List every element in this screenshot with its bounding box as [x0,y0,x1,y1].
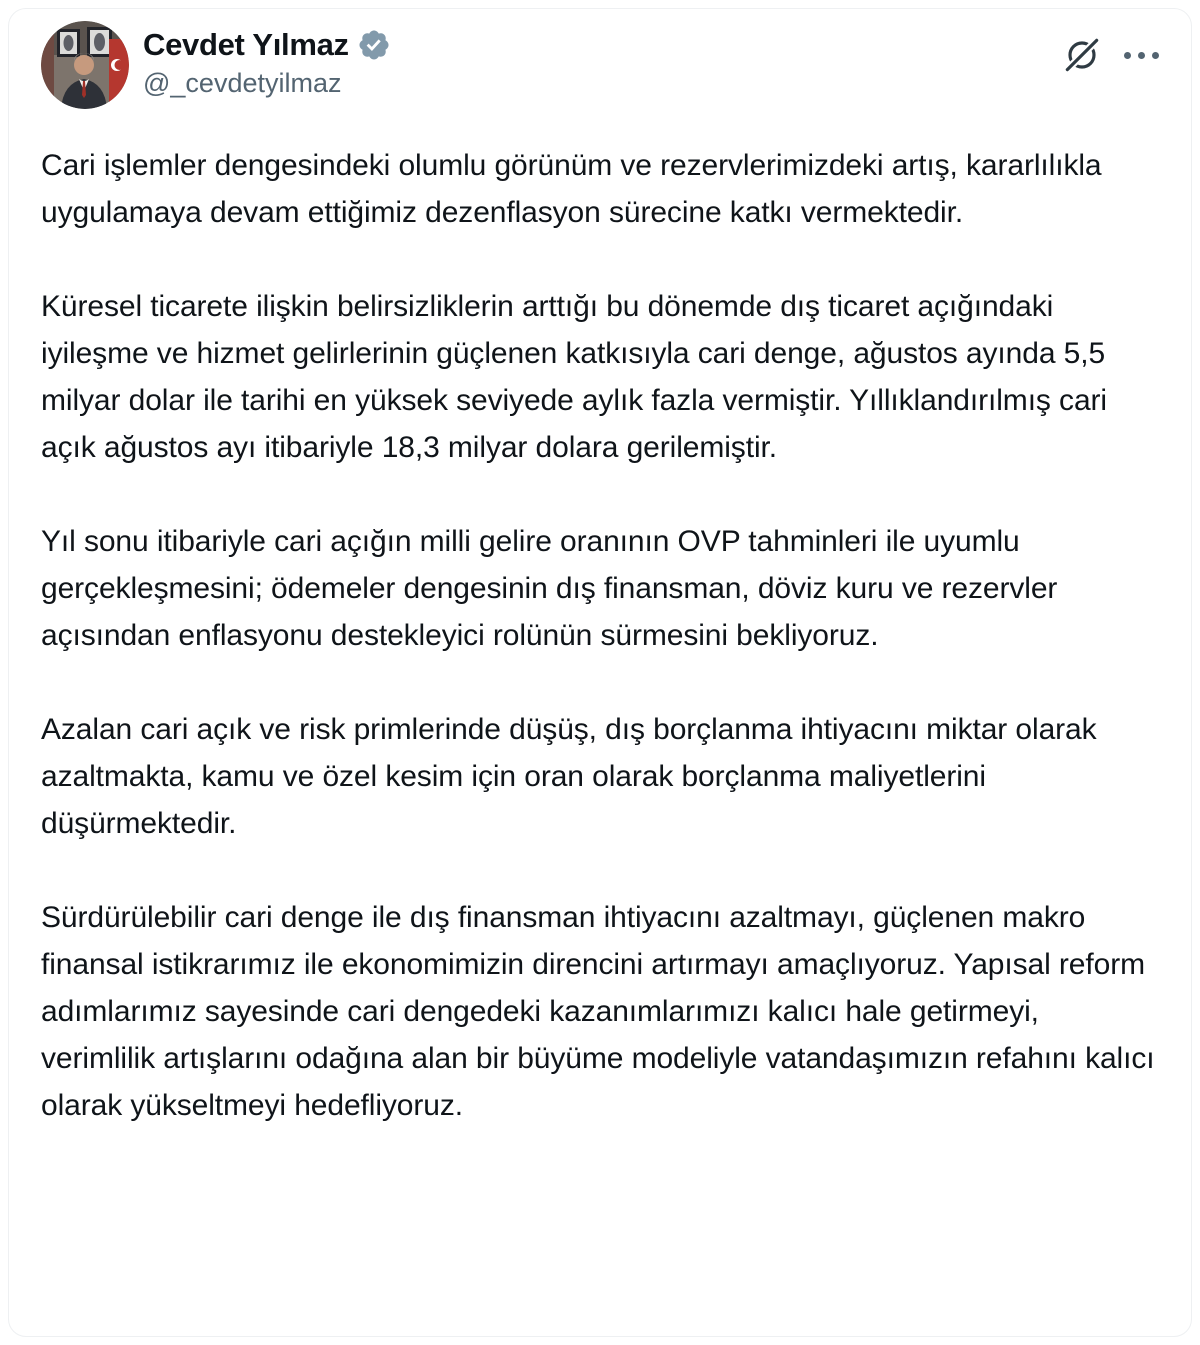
author-block [143,21,1062,99]
more-button[interactable] [1124,52,1159,59]
author-handle[interactable]: @_cevdetyilmaz [143,67,342,98]
tweet-paragraph: Cari işlemler dengesindeki olumlu görünüm ve rezervlerimizdeki artış, kararlılıkla uygulamaya devam ettiğimiz dezenflasyon sürecine katkı vermektedir. [41,149,1102,229]
avatar[interactable] [41,21,129,109]
tweet-text [41,142,1161,1129]
tweet-paragraph: Sürdürülebilir cari denge ile dış finansman ihtiyacını azaltmayı, güçlenen makro finansal istikrarımız ile ekonomimizin direncini artırmayı amaçlıyoruz. Yapısal reform adımlarımız sayesinde cari dengedeki kazanımlarımızı kalıcı hale getirmeyi, verimlilik artışlarını odağına alan bir büyüme modeliyle vatandaşımızın refahını kalıcı olarak yükseltmeyi hedefliyoruz. [41,901,1155,1122]
grok-actions-button[interactable] [1062,35,1102,75]
tweet-paragraph: Küresel ticarete ilişkin belirsizliklerin arttığı bu dönemde dış ticaret açığındaki iyileşme ve hizmet gelirlerinin güçlenen katkısıyla cari denge, ağustos ayında 5,5 milyar dolar ile tarihi en yüksek seviyede aylık fazla vermiştir. Yıllıklandırılmış cari açık ağustos ayı itibariyle 18,3 milyar dolara gerilemiştir. [41,290,1108,464]
grok-icon [1062,35,1102,75]
more-horizontal-icon [1124,52,1159,59]
tweet-card [8,8,1192,1337]
tweet-paragraph: Azalan cari açık ve risk primlerinde düşüş, dış borçlanma ihtiyacını miktar olarak azaltmakta, kamu ve özel kesim için oran olarak borçlanma maliyetlerini düşürmektedir. [41,713,1097,840]
avatar-image [41,21,129,109]
tweet-actions [1062,21,1159,75]
author-name[interactable]: Cevdet Yılmaz [143,27,349,62]
verified-badge-icon [357,28,391,62]
tweet-paragraph: Yıl sonu itibariyle cari açığın milli gelire oranının OVP tahminleri ile uyumlu gerçekleşmesini; ödemeler dengesinin dış finansman, döviz kuru ve rezervler açısından enflasyonu destekleyici rolünün sürmesini bekliyoruz. [41,525,1058,652]
tweet-header [41,21,1159,109]
